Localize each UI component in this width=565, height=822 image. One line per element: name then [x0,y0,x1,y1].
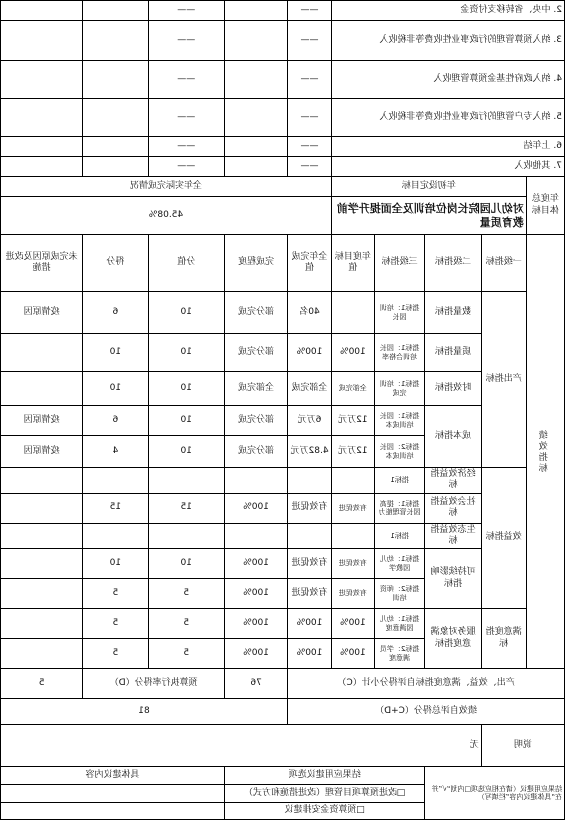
target-cell: 100% [331,334,374,372]
target-cell: 100% [331,639,374,669]
l2-cell: 可持续影响指标 [425,549,481,609]
l2-cell: 社会效益指标 [425,493,481,523]
score-cell: 10 [83,334,148,372]
score-cell: 6 [83,406,148,436]
table-row [1,523,565,549]
table-row [1,372,565,406]
actual-cell: 全部完成 [288,372,332,406]
fund-source-label: 2. 中央、省转移支付资金 [331,1,564,21]
content-cell-2 [1,803,225,820]
target-cell: 有效促进 [331,579,374,609]
score-cell: 5 [83,639,148,669]
degree-cell: 100% [225,493,288,523]
weight-cell: 5 [148,639,225,669]
subtotal-value: 76 [225,669,288,699]
dash-cell: —— [148,157,225,177]
l3-cell: 指标1：培训完成 [374,372,425,406]
reason-cell [1,334,83,372]
actual-cell: 有效促进 [288,579,332,609]
degree-cell: 部分完成 [225,292,288,334]
header-level3: 三级指标 [374,235,425,292]
l3-cell: 指标1：幼儿园满意度 [374,609,425,639]
actual-cell: 40名 [288,292,332,334]
degree-cell: 100% [225,639,288,669]
fund-source-label: 7. 其他收入 [331,157,564,177]
l3-cell: 指标1：幼儿园教学 [374,549,425,579]
weight-cell: 10 [148,436,225,468]
dash-cell: —— [148,21,225,61]
dash-cell: —— [148,137,225,157]
degree-cell: 部分完成 [225,406,288,436]
degree-cell: 100% [225,549,288,579]
perf-category: 绩效指标 [526,235,564,669]
actual-goal-text: 45.08% [1,197,332,235]
table-row [1,406,565,436]
indicator-header-row [1,235,565,292]
target-cell: 12万元 [331,406,374,436]
dash-cell: —— [148,1,225,21]
l3-cell: 指标1：培训园长 [374,292,425,334]
annual-goal-label: 年度总体目标 [526,177,564,235]
actual-cell: 6万元 [288,406,332,436]
total-value: 81 [1,699,288,725]
table-row [1,493,565,523]
budget-rate-label: 预算执行率得分（D） [83,669,225,699]
score-cell: 10 [83,372,148,406]
l2-cell: 质量指标 [425,334,481,372]
budget-rate-value: 5 [1,669,83,699]
l2-cell: 数量指标 [425,292,481,334]
header-degree: 完成程度 [225,235,288,292]
top-row [1,157,565,177]
top-row [1,21,565,61]
dash-cell: —— [288,137,332,157]
weight-cell: 10 [148,406,225,436]
degree-cell: 部分完成 [225,334,288,372]
dash-cell: —— [288,21,332,61]
score-cell: 6 [83,292,148,334]
degree-cell: 100% [225,609,288,639]
degree-cell: 100% [225,579,288,609]
l3-cell: 指标1 [374,523,425,549]
reason-cell [1,579,83,609]
l3-cell: 指标1：园长培训成本 [374,406,425,436]
reason-cell [1,372,83,406]
header-level2: 二级指标 [425,235,481,292]
score-cell: 10 [83,549,148,579]
table-row [1,334,565,372]
actual-cell: 100% [288,639,332,669]
note-row [1,725,565,767]
score-cell: 15 [83,493,148,523]
header-reason: 未完成原因及改进措施 [1,235,83,292]
actual-cell: 4.82万元 [288,436,332,468]
goals-header-row [1,177,565,197]
reason-cell: 疫情原因 [1,292,83,334]
l2-cell: 服务对象满意度指标 [425,609,481,669]
option-budget[interactable]: □预算资金安排建议 [225,803,425,820]
option-improve[interactable]: □改进预算项目管理（改进措施和方式） [225,785,425,803]
target-cell: 全部完成 [331,372,374,406]
fund-source-label: 5. 纳入专户管理的行政事业性收费等非税收入 [331,99,564,137]
l2-cell: 成本指标 [425,406,481,468]
total-label: 绩效自评总得分（C+D） [288,699,565,725]
l2-cell: 生态效益指标 [425,523,481,549]
target-cell: 100% [331,609,374,639]
dash-cell: —— [288,157,332,177]
l3-cell: 指标2：学员满意度 [374,639,425,669]
options-header: 结果应用建议选项 [225,767,425,785]
reason-cell [1,493,83,523]
score-cell: 4 [83,436,148,468]
top-row [1,1,565,21]
output-category: 产出指标 [481,292,526,468]
planned-goal-header: 年初设定目标 [331,177,526,197]
reason-cell [1,609,83,639]
l2-cell: 经济效益指标 [425,468,481,494]
top-row [1,61,565,99]
score-cell: 5 [83,609,148,639]
weight-cell: 15 [148,493,225,523]
goals-value-row [1,197,565,235]
content-cell-1 [1,785,225,803]
reason-cell [1,549,83,579]
top-row [1,99,565,137]
note-label: 说明 [481,725,564,767]
reason-cell: 疫情原因 [1,436,83,468]
weight-cell: 10 [148,372,225,406]
fund-source-label: 6. 上年结 [331,137,564,157]
degree-cell: 部分完成 [225,436,288,468]
l3-cell: 指标1：园长培训合格率 [374,334,425,372]
target-cell [331,292,374,334]
header-target: 年度目标值 [331,235,374,292]
l2-cell: 时效指标 [425,372,481,406]
l3-cell: 指标1 [374,468,425,494]
l3-cell: 指标2：园长培训成本 [374,436,425,468]
target-cell: 有效促进 [331,493,374,523]
score-cell: 5 [83,579,148,609]
dash-cell: —— [148,61,225,99]
planned-goal-text: 对幼儿园院长岗位培训及全面提升学前教育质量 [331,197,526,235]
total-row [1,699,565,725]
degree-cell: 全部完成 [225,372,288,406]
footer-header-row [1,767,565,785]
actual-cell: 有效促进 [288,493,332,523]
top-row [1,137,565,157]
subtotal-label: 产出、效益、满意度指标自评得分小计（C） [288,669,565,699]
header-actual: 全年完成值 [288,235,332,292]
fund-source-label: 4. 纳入政府性基金预算管理收入 [331,61,564,99]
target-cell: 12万元 [331,436,374,468]
header-level1: 一级指标 [481,235,526,292]
l3-cell: 指标1：提高园长管理能力 [374,493,425,523]
weight-cell: 5 [148,579,225,609]
content-header: 具体建议内容 [1,767,225,785]
table-row [1,292,565,334]
weight-cell: 10 [148,549,225,579]
actual-cell: 100% [288,609,332,639]
weight-cell: 10 [148,334,225,372]
weight-cell: 10 [148,292,225,334]
table-row [1,468,565,494]
dash-cell: —— [288,99,332,137]
subtotal-row [1,669,565,699]
benefit-category: 效益指标 [481,468,526,609]
header-score: 得分 [83,235,148,292]
note-value: 无 [1,725,482,767]
actual-cell: 有效促进 [288,549,332,579]
header-weight: 分值 [148,235,225,292]
actual-goal-header: 全年实际完成情况 [1,177,332,197]
table-row [1,549,565,579]
reason-cell [1,639,83,669]
actual-cell: 100% [288,334,332,372]
satisfaction-category: 满意度指标 [481,609,526,669]
result-apply-label: 结果应用建议（请在相应选项□内划“√”并在“具体建议内容”栏填写） [425,767,565,820]
dash-cell: —— [288,61,332,99]
table-row [1,609,565,639]
dash-cell: —— [148,99,225,137]
reason-cell: 疫情原因 [1,406,83,436]
fund-source-label: 3. 纳入预算管理的行政事业性收费等非税收入 [331,21,564,61]
target-cell: 有效促进 [331,549,374,579]
weight-cell: 5 [148,609,225,639]
l3-cell: 指标2：师资培训 [374,579,425,609]
dash-cell: —— [288,1,332,21]
